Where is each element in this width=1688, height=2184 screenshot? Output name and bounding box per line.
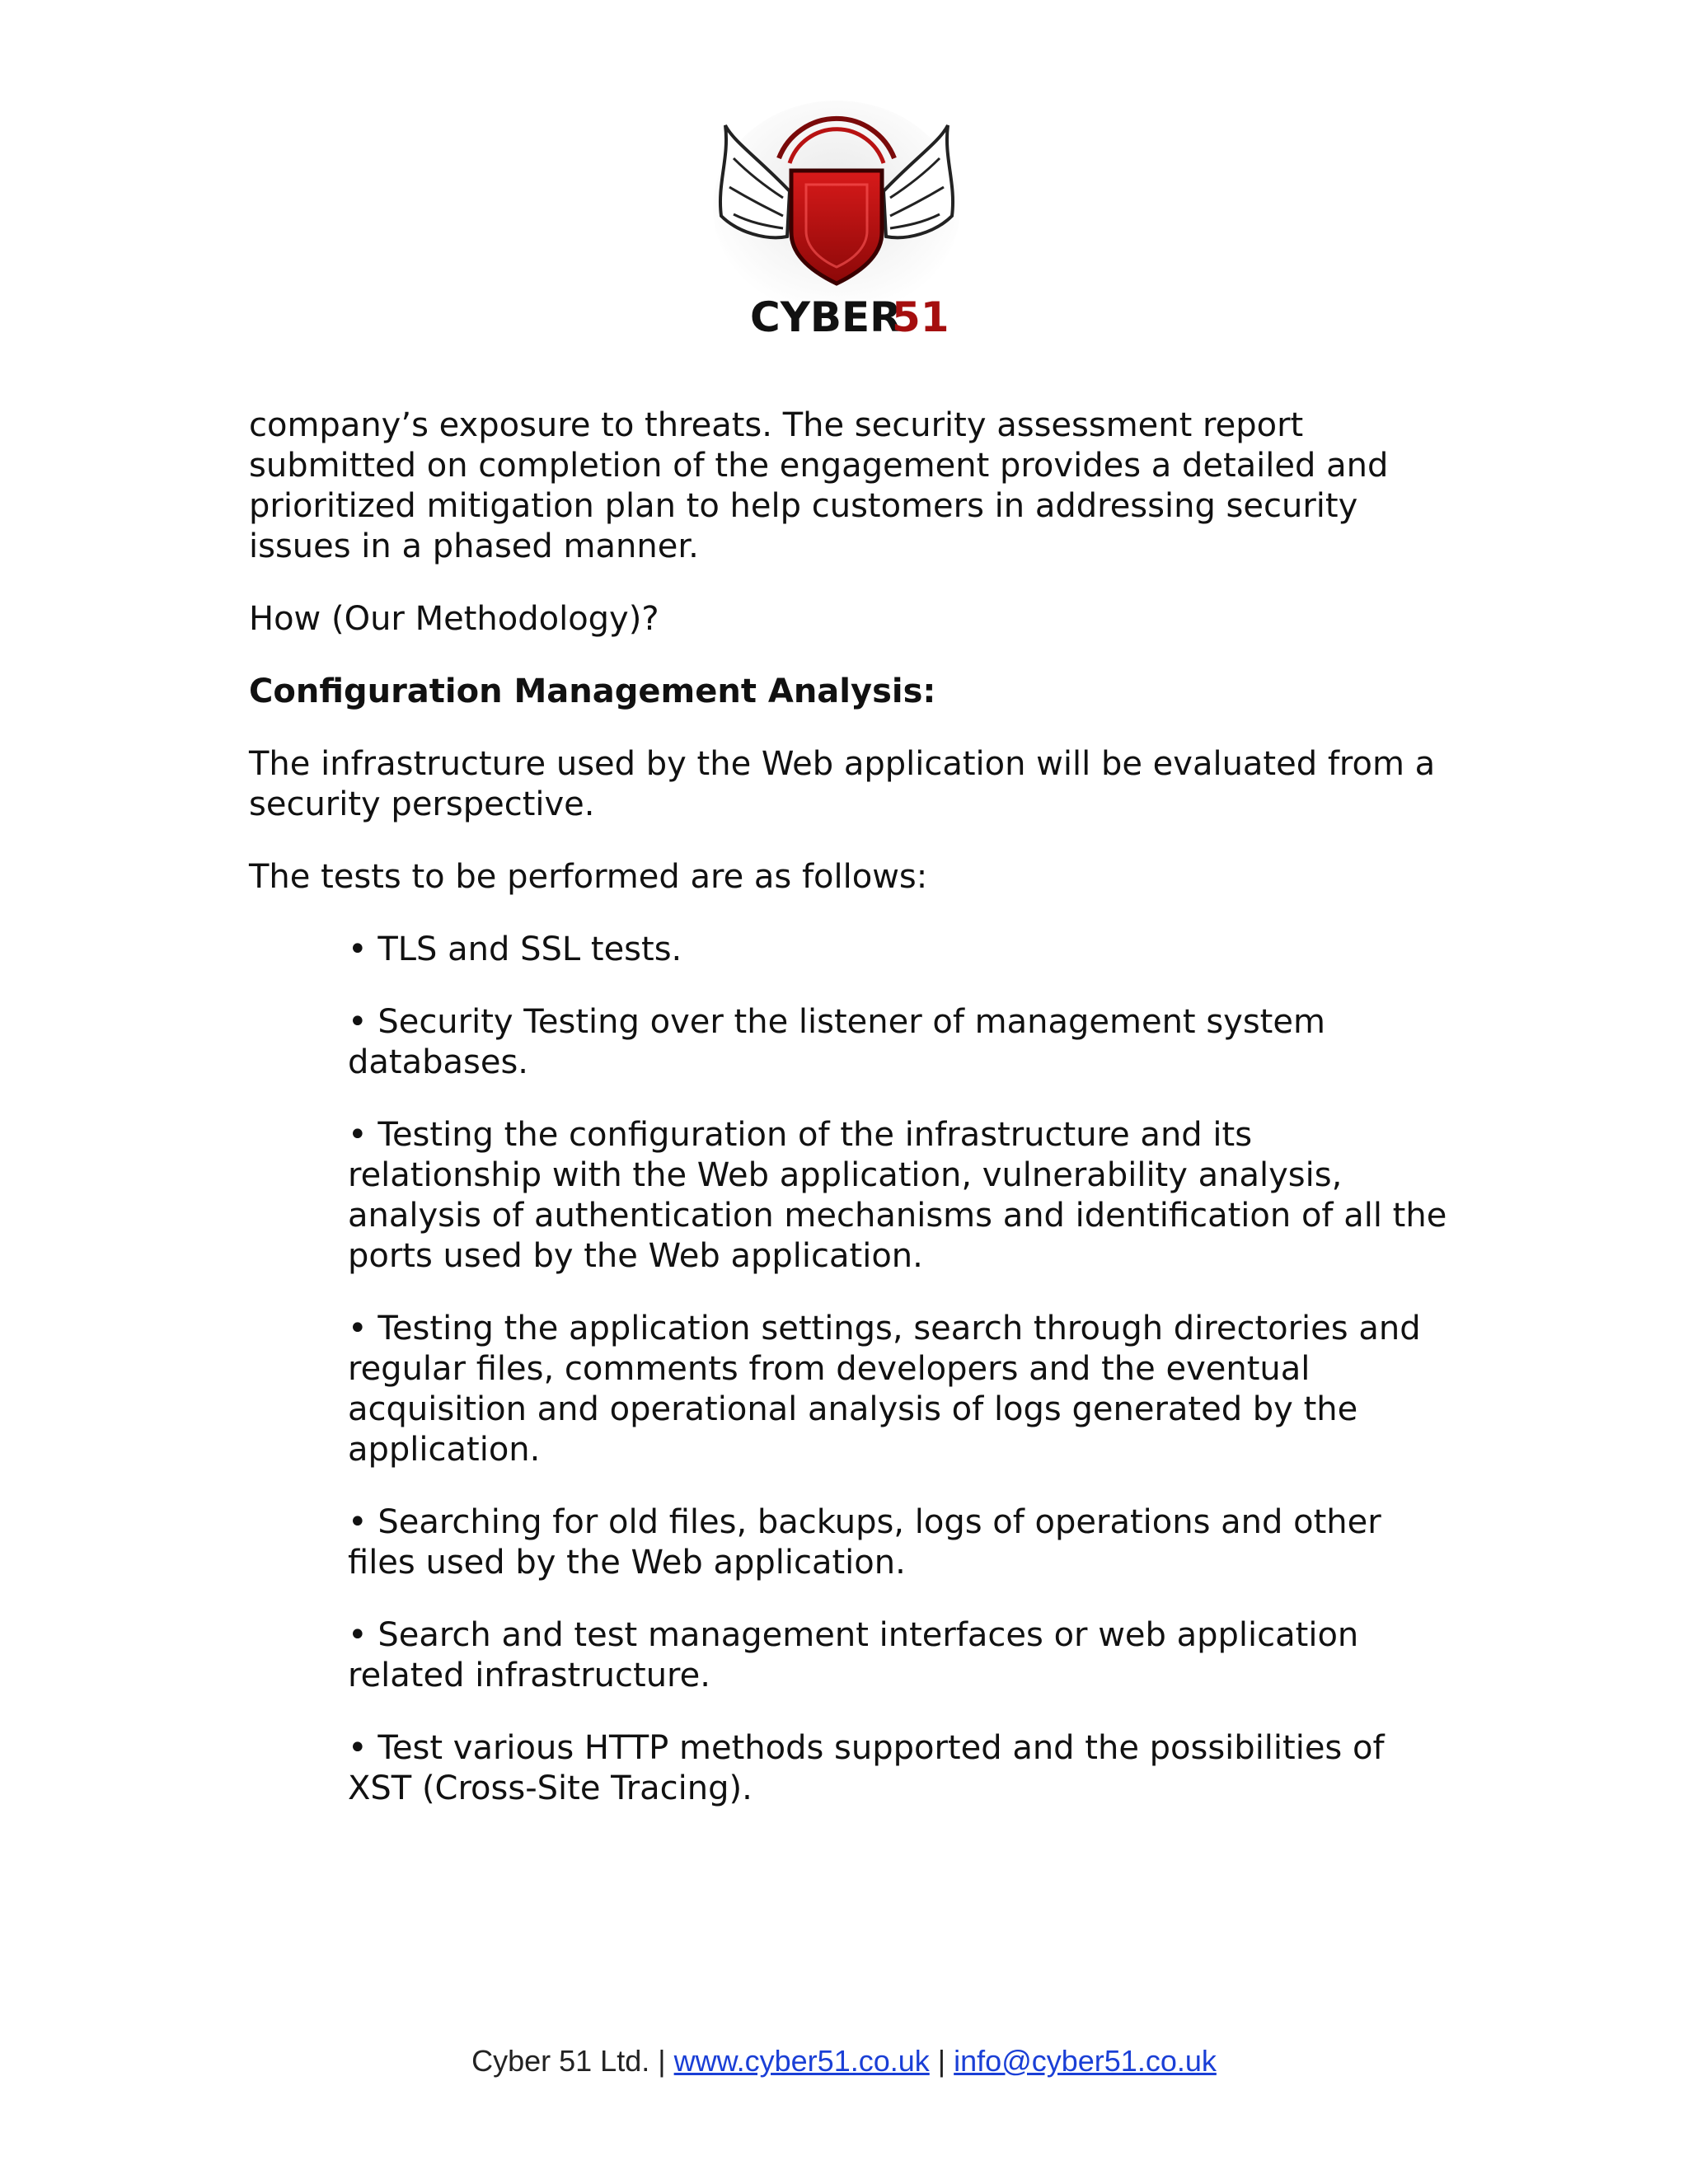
document-body bbox=[249, 405, 1452, 1841]
footer-website-link[interactable]: www.cyber51.co.uk bbox=[673, 2044, 930, 2078]
tests-list bbox=[249, 930, 1452, 1809]
intro-paragraph: company’s exposure to threats. The security assessment report submitted on completion of the engagement provides a detailed and prioritized mitigation plan to help customers in addressing security issues in a phased manner. bbox=[249, 406, 1389, 565]
list-item: • Security Testing over the listener of management system databases. bbox=[348, 1002, 1452, 1083]
section-paragraph: The infrastructure used by the Web application will be evaluated from a security perspective. bbox=[249, 745, 1436, 823]
methodology-question: How (Our Methodology)? bbox=[249, 600, 659, 638]
footer-separator: | bbox=[937, 2044, 946, 2078]
list-item: • Testing the configuration of the infrastructure and its relationship with the Web application, vulnerability analysis, analysis of authentication mechanisms and identification of all the ports used by the Web application. bbox=[348, 1115, 1452, 1277]
cyber51-logo-graphic bbox=[701, 92, 973, 340]
logo-text-cyber: CYBER bbox=[750, 293, 902, 340]
page-footer bbox=[0, 2044, 1688, 2079]
footer-separator: | bbox=[658, 2044, 666, 2078]
footer-email-link[interactable]: info@cyber51.co.uk bbox=[954, 2044, 1217, 2078]
logo-text-51: 51 bbox=[892, 293, 950, 340]
list-item: • TLS and SSL tests. bbox=[348, 930, 1452, 970]
list-item: • Search and test management interfaces or web application related infrastructure. bbox=[348, 1615, 1452, 1696]
tests-intro: The tests to be performed are as follows: bbox=[249, 858, 928, 896]
footer-company: Cyber 51 Ltd. bbox=[471, 2044, 650, 2078]
list-item: • Searching for old files, backups, logs of operations and other files used by the Web application. bbox=[348, 1502, 1452, 1583]
list-item: • Test various HTTP methods supported and the possibilities of XST (Cross-Site Tracing). bbox=[348, 1728, 1452, 1809]
list-item: • Testing the application settings, search through directories and regular files, comments from developers and the eventual acquisition and operational analysis of logs generated by the application. bbox=[348, 1309, 1452, 1470]
company-logo bbox=[701, 92, 973, 340]
section-heading: Configuration Management Analysis: bbox=[249, 673, 936, 710]
